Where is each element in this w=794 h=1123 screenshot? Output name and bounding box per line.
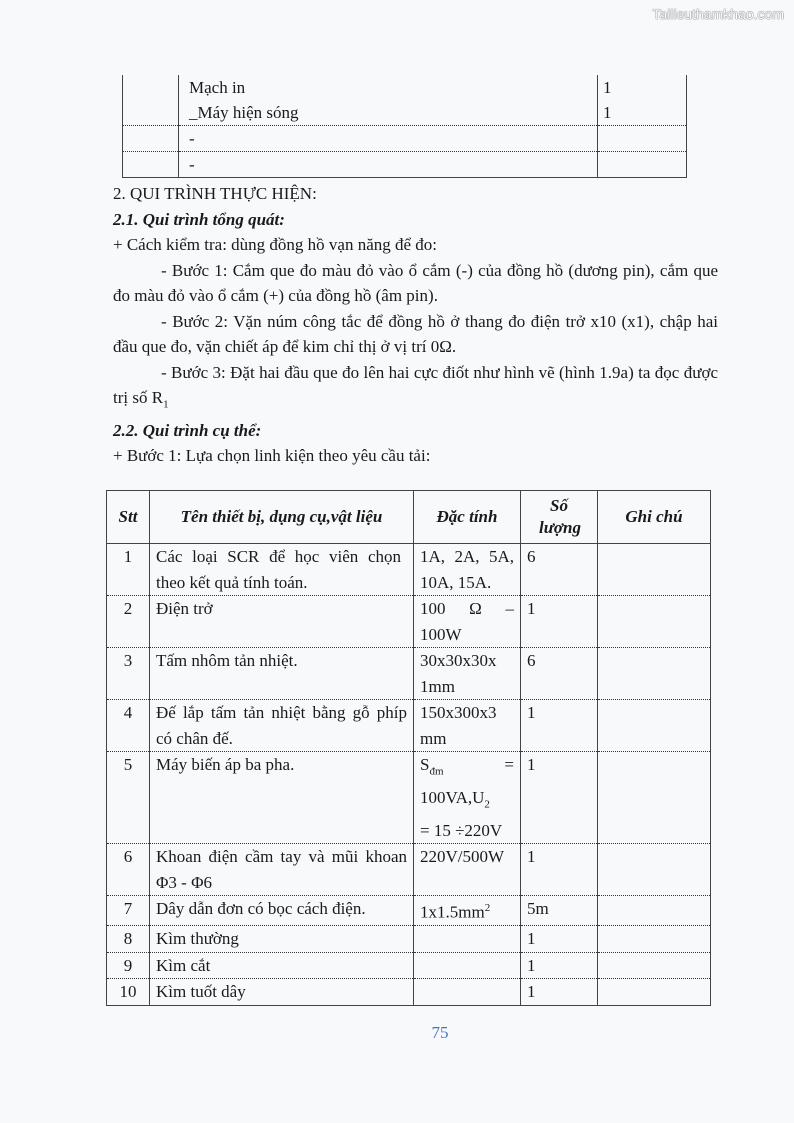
- item-name: _Máy hiện sóng: [189, 103, 299, 122]
- item-name: -: [189, 129, 195, 148]
- header-name: Tên thiết bị, dụng cụ,vật liệu: [150, 491, 414, 544]
- select-intro: + Bước 1: Lựa chọn linh kiện theo yêu cầu tải:: [113, 446, 431, 466]
- table-row: 6 Khoan điện cầm tay và mũi khoan Φ3 - Φ6 220V/500W 1: [107, 844, 711, 896]
- section-heading: 2. QUI TRÌNH THỰC HIỆN:: [113, 184, 317, 203]
- header-qty: Số lượng: [521, 491, 598, 544]
- table-row: [123, 75, 687, 126]
- table-row: 8 Kìm thường 1: [107, 926, 711, 953]
- watermark: Tailieuthamkhao.com: [652, 6, 784, 22]
- table-row: 3 Tấm nhôm tản nhiệt. 30x30x30x 1mm 6: [107, 648, 711, 700]
- header-spec: Đặc tính: [414, 491, 521, 544]
- table-row: [123, 126, 687, 152]
- table-row: 5 Máy biến áp ba pha. $S_{đm}$ = $100VA,U_2$ = 15 ÷220V 1: [107, 752, 711, 844]
- item-name: Mạch in: [189, 78, 246, 97]
- section-2: [113, 181, 718, 469]
- subsection-heading-2-1: 2.1. Qui trình tổng quát:: [113, 209, 285, 229]
- item-qty: 1: [603, 103, 612, 122]
- table-row: 7 Dây dẫn đơn có bọc cách điện. $1x1.5mm^2$ 5m: [107, 896, 711, 926]
- check-intro: + Cách kiểm tra: dùng đồng hồ vạn năng để đo:: [113, 235, 438, 254]
- table-row: 4 Đế lắp tấm tản nhiệt bằng gỗ phíp có chân đế. 150x300x3 mm 1: [107, 700, 711, 752]
- equipment-table-continued: [122, 75, 687, 178]
- page-number: 75: [431, 1023, 449, 1042]
- step-1: - Bước 1: Cắm que đo màu đỏ vào ổ cắm (-) của đồng hồ (dương pin), cắm que đo màu đỏ vào ổ cắm (+) của đồng hồ (âm pin).: [113, 260, 718, 305]
- table-row: 10 Kìm tuốt dây 1: [107, 979, 711, 1006]
- item-cell: [179, 75, 612, 126]
- table-row: 2 Điện trở 100 Ω – 100W 1: [107, 596, 711, 648]
- table-row: 9 Kìm cắt 1: [107, 952, 711, 979]
- item-qty: 1: [603, 78, 612, 97]
- table-row: 1 Các loại SCR để học viên chọn theo kết quả tính toán. 1A, 2A, 5A, 10A, 15A. 6: [107, 544, 711, 596]
- step-3: - Bước 3: Đặt hai đầu que đo lên hai cực điốt như hình vẽ (hình 1.9a) ta đọc được trị số $R_1$: [113, 362, 718, 411]
- header-note: Ghi chú: [598, 491, 711, 544]
- equipment-table: [106, 490, 711, 1006]
- header-stt: Stt: [107, 491, 150, 544]
- table-row: [123, 152, 687, 178]
- step-2: - Bước 2: Vặn núm công tắc để đồng hồ ở thang đo điện trở x10 (x1), chập hai đầu que đo, vặn chiết áp để kim chỉ thị ở vị trí 0Ω.: [113, 311, 718, 356]
- transformer-spec: $S_{đm}$ = $100VA,U_2$ = 15 ÷220V: [414, 752, 521, 844]
- table-header-row: [107, 491, 711, 544]
- item-name: -: [189, 155, 195, 174]
- subsection-heading-2-2: 2.2. Qui trình cụ thể:: [113, 420, 262, 440]
